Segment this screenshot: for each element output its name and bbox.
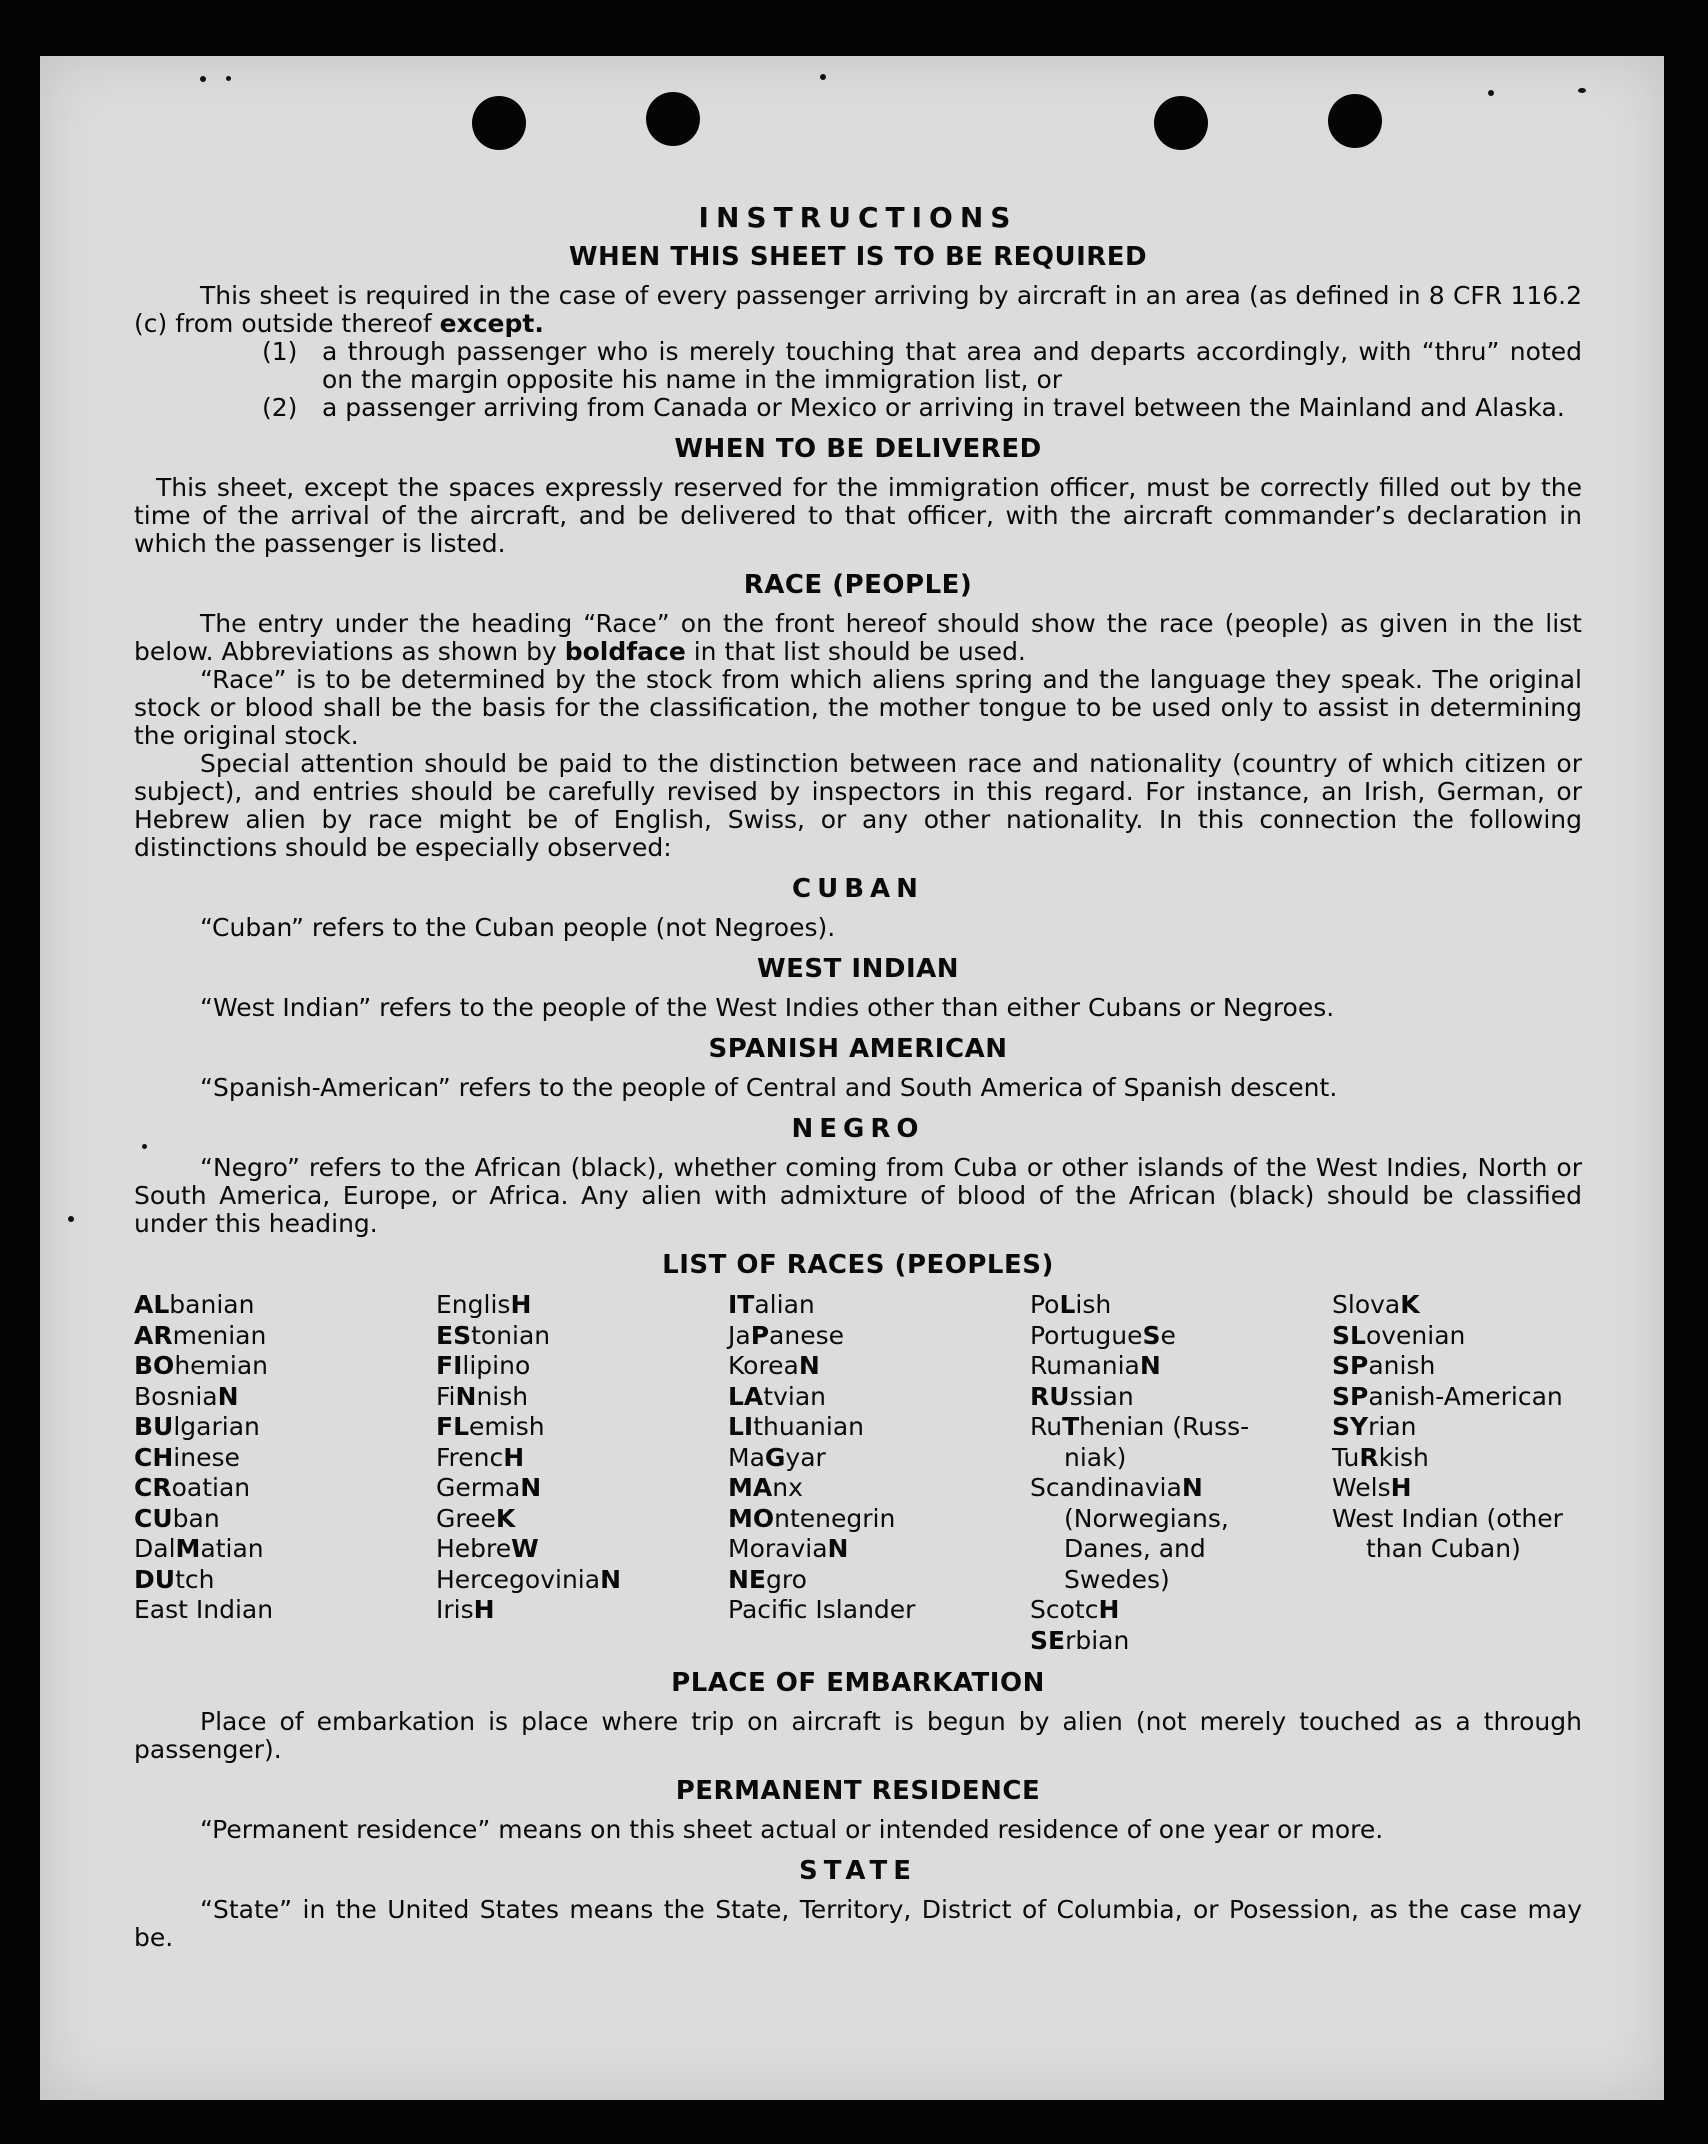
punch-hole bbox=[472, 96, 526, 150]
required-item-text: a passenger arriving from Canada or Mexico or arriving in travel between the Mainland and Alaska. bbox=[322, 393, 1565, 422]
state-heading: STATE bbox=[798, 1856, 918, 1886]
race-entry: East Indian bbox=[134, 1595, 274, 1624]
race-entry: FIlipino bbox=[436, 1351, 531, 1380]
race-entry: SYrian bbox=[1332, 1412, 1417, 1441]
race-entry: DUtch bbox=[134, 1564, 215, 1594]
race-entry: MOntenegrin bbox=[728, 1503, 896, 1533]
race-entry: RumaniaN bbox=[1030, 1351, 1161, 1380]
race-entry: ALbanian bbox=[134, 1290, 255, 1319]
embarkation-text: Place of embarkation is place where trip on aircraft is begun by alien (not merely touched as a through passenger). bbox=[134, 1707, 1582, 1764]
race-entry: SErbian bbox=[1030, 1625, 1130, 1655]
race-entry: Swedes) bbox=[1064, 1564, 1170, 1594]
required-intro bbox=[134, 282, 1582, 338]
race-entry: NEgro bbox=[728, 1564, 807, 1594]
race-p1-after: in that list should be used. bbox=[685, 637, 1026, 666]
race-column bbox=[1030, 1290, 1330, 1656]
race-entry: BOhemian bbox=[134, 1351, 269, 1380]
race-entry: LIthuanian bbox=[728, 1412, 865, 1441]
race-entry: RUssian bbox=[1030, 1381, 1134, 1411]
embarkation-heading: PLACE OF EMBARKATION bbox=[671, 1668, 1045, 1698]
delivered-heading: WHEN TO BE DELIVERED bbox=[674, 434, 1042, 464]
race-paragraph-3: Special attention should be paid to the distinction between race and nationality (country of which citizen or subject), and entries should be carefully revised by inspectors in this regard. For instance, an Irish, German, or Hebrew alien by race might be of English, Swiss, or any other nationality. In this connection the following distinctions should be especially observed: bbox=[134, 749, 1582, 862]
race-entry: ScandinaviaN bbox=[1030, 1473, 1203, 1502]
race-entry: TuRkish bbox=[1332, 1442, 1429, 1472]
race-column bbox=[1332, 1290, 1582, 1656]
race-entry: FiNnish bbox=[436, 1381, 529, 1411]
race-entry: West Indian (other bbox=[1332, 1503, 1563, 1533]
punch-hole bbox=[1154, 96, 1208, 150]
west-indian-heading: WEST INDIAN bbox=[756, 954, 960, 984]
race-entry: WelsH bbox=[1332, 1473, 1412, 1502]
race-entry: SPanish-American bbox=[1332, 1381, 1563, 1411]
race-entry: niak) bbox=[1064, 1442, 1127, 1472]
race-entry: BUlgarian bbox=[134, 1412, 260, 1441]
punch-hole bbox=[646, 92, 700, 146]
race-entry: CRoatian bbox=[134, 1473, 251, 1502]
speck bbox=[1488, 90, 1494, 96]
race-entry: BosniaN bbox=[134, 1381, 239, 1411]
delivered-text: This sheet, except the spaces expressly reserved for the immigration officer, must be correctly filled out by the time of the arrival of the aircraft, and be delivered to that officer, with the aircraft commander’s declaration in which the passenger is listed. bbox=[134, 473, 1582, 558]
race-heading: RACE (PEOPLE) bbox=[743, 570, 973, 600]
race-column bbox=[728, 1290, 1028, 1656]
required-item-number: (2) bbox=[262, 393, 298, 422]
required-item-text: a through passenger who is merely touching that area and departs accordingly, with “thru” noted on the margin opposite his name in the immigration list, or bbox=[322, 337, 1582, 394]
race-entry: (Norwegians, bbox=[1064, 1503, 1229, 1533]
race-entry: ScotcH bbox=[1030, 1595, 1120, 1624]
negro-text: “Negro” refers to the African (black), whether coming from Cuba or other islands of the West Indies, North or South America, Europe, or Africa. Any alien with admixture of blood of the African (black) should be classified under this heading. bbox=[134, 1153, 1582, 1238]
race-paragraph-2: “Race” is to be determined by the stock from which aliens spring and the language they speak. The original stock or blood shall be the basis for the classification, the mother tongue to be used only to assist in determining the original stock. bbox=[134, 665, 1582, 750]
race-p1-text: The entry under the heading “Race” on the front hereof should show the race (people) as given in the list below. Abbreviations as shown by bbox=[134, 609, 1582, 666]
required-item-number: (1) bbox=[262, 337, 298, 366]
required-intro-bold: except. bbox=[439, 309, 544, 338]
race-entry: CHinese bbox=[134, 1442, 240, 1472]
race-entry: PoLish bbox=[1030, 1290, 1112, 1319]
race-entry: GreeK bbox=[436, 1503, 516, 1533]
race-entry: DalMatian bbox=[134, 1534, 264, 1563]
punch-hole bbox=[1328, 94, 1382, 148]
race-entry: ITalian bbox=[728, 1290, 815, 1319]
race-column bbox=[436, 1290, 726, 1656]
race-entry: RuThenian (Russ- bbox=[1030, 1412, 1250, 1441]
race-entry: SPanish bbox=[1332, 1351, 1436, 1380]
race-entry: FrencH bbox=[436, 1442, 525, 1472]
list-heading: LIST OF RACES (PEOPLES) bbox=[662, 1250, 1054, 1280]
document-page bbox=[40, 56, 1664, 2100]
race-entry: KoreaN bbox=[728, 1351, 820, 1380]
speck bbox=[226, 76, 231, 81]
race-paragraph-1 bbox=[134, 610, 1582, 666]
race-entry: SLovenian bbox=[1332, 1320, 1466, 1350]
required-intro-text: This sheet is required in the case of every passenger arriving by aircraft in an area (as defined in 8 CFR 116.2 (c) from outside thereof bbox=[134, 281, 1582, 338]
cuban-text: “Cuban” refers to the Cuban people (not Negroes). bbox=[200, 913, 836, 942]
race-entry: MAnx bbox=[728, 1473, 803, 1502]
race-entry: MoraviaN bbox=[728, 1534, 849, 1563]
required-item bbox=[262, 394, 1582, 422]
race-p1-bold: boldface bbox=[564, 637, 686, 666]
cuban-heading: CUBAN bbox=[792, 874, 924, 904]
race-entry: EStonian bbox=[436, 1320, 551, 1350]
required-item bbox=[262, 338, 1582, 394]
race-entry: EnglisH bbox=[436, 1290, 532, 1319]
race-column bbox=[134, 1290, 434, 1656]
residence-text: “Permanent residence” means on this sheet actual or intended residence of one year or more. bbox=[200, 1815, 1384, 1844]
speck bbox=[820, 74, 826, 80]
races-list bbox=[134, 1290, 1582, 1656]
race-entry: Danes, and bbox=[1064, 1534, 1206, 1563]
page-title: INSTRUCTIONS bbox=[698, 201, 1018, 234]
race-entry: FLemish bbox=[436, 1412, 545, 1441]
race-entry: than Cuban) bbox=[1366, 1534, 1521, 1563]
race-entry: CUban bbox=[134, 1503, 220, 1533]
race-entry: MaGyar bbox=[728, 1442, 826, 1472]
race-entry: IrisH bbox=[436, 1595, 495, 1624]
speck bbox=[68, 1216, 74, 1222]
spanish-american-heading: SPANISH AMERICAN bbox=[708, 1034, 1008, 1064]
race-entry: PortugueSe bbox=[1030, 1320, 1176, 1350]
race-entry: HercegoviniaN bbox=[436, 1564, 621, 1594]
race-entry: JaPanese bbox=[728, 1320, 844, 1350]
race-entry: LAtvian bbox=[728, 1381, 826, 1411]
required-heading: WHEN THIS SHEET IS TO BE REQUIRED bbox=[568, 242, 1148, 272]
state-text: “State” in the United States means the State, Territory, District of Columbia, or Posession, as the case may be. bbox=[134, 1895, 1582, 1952]
race-entry: SlovaK bbox=[1332, 1290, 1420, 1319]
race-entry: GermaN bbox=[436, 1473, 542, 1502]
speck bbox=[1578, 88, 1586, 93]
race-entry: HebreW bbox=[436, 1534, 539, 1563]
residence-heading: PERMANENT RESIDENCE bbox=[675, 1776, 1041, 1806]
negro-heading: NEGRO bbox=[791, 1114, 925, 1144]
race-entry: Pacific Islander bbox=[728, 1595, 916, 1624]
spanish-american-text: “Spanish-American” refers to the people of Central and South America of Spanish descent. bbox=[200, 1073, 1338, 1102]
race-entry: ARmenian bbox=[134, 1320, 267, 1350]
west-indian-text: “West Indian” refers to the people of the West Indies other than either Cubans or Negroes. bbox=[200, 993, 1335, 1022]
instructions-content bbox=[134, 202, 1582, 1952]
speck bbox=[200, 76, 206, 82]
